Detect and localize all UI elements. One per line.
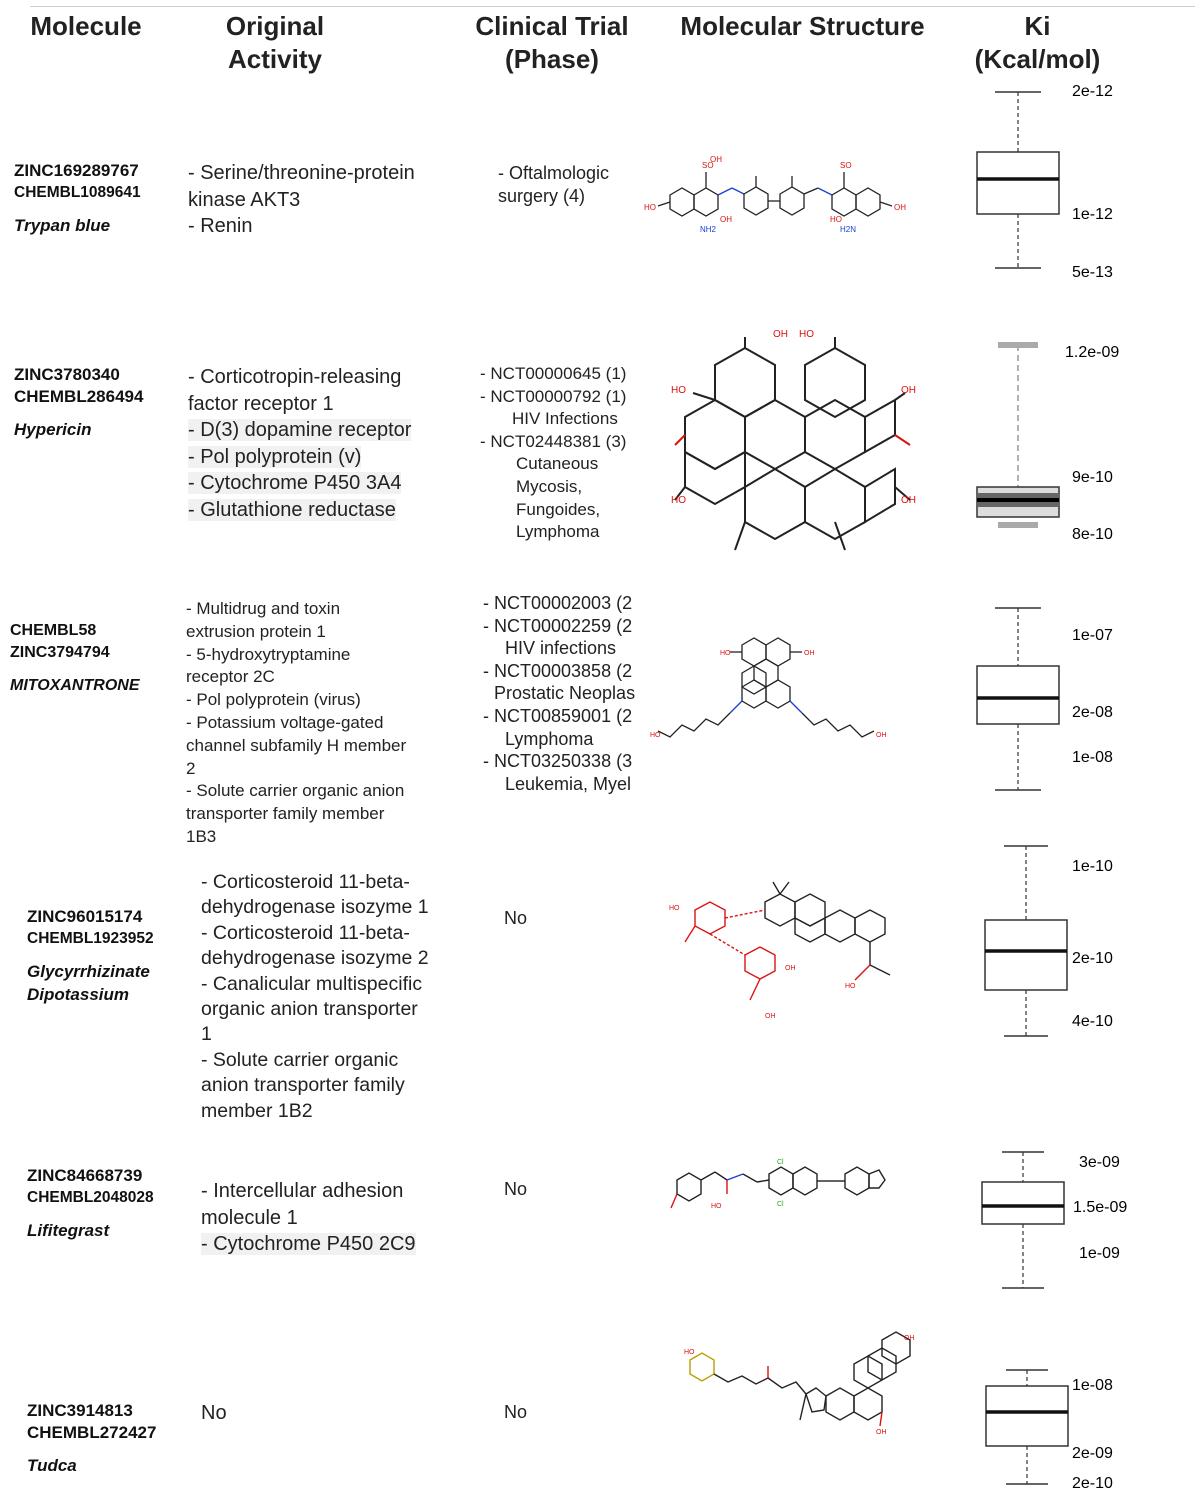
ki-label: 3e-09: [1079, 1154, 1120, 1171]
structure-lifitegrast: [665, 1150, 895, 1240]
trial-line: - NCT00003858 (2: [483, 660, 633, 681]
ki-label: 1e-09: [1079, 1245, 1120, 1262]
ki-label: 2e-12: [1072, 83, 1113, 100]
activity-line: organic anion transporter: [201, 998, 418, 1021]
ki-label: 1e-08: [1072, 1377, 1113, 1394]
molecule-name: MITOXANTRONE: [10, 677, 140, 694]
molecule-name: Lifitegrast: [27, 1221, 110, 1240]
trial-line: HIV Infections: [512, 409, 618, 429]
structure-label: OH: [876, 1429, 887, 1436]
trial-line: surgery (4): [498, 186, 586, 206]
header-ki: [960, 10, 1115, 76]
ki-label: 1e-08: [1072, 749, 1113, 766]
activity-line: [188, 497, 411, 524]
trial-line: Prostatic Neoplas: [494, 683, 636, 704]
ki-boxplot-trypan-blue: [960, 80, 1160, 290]
activity-line: dehydrogenase isozyme 1: [201, 896, 429, 919]
activity-cell-mitoxantrone: [186, 598, 406, 849]
activity-line: - Pol polyprotein (virus): [186, 690, 361, 710]
structure-label: HO: [669, 905, 680, 912]
structure-label: HO: [799, 329, 814, 340]
structure-label: HO: [845, 983, 856, 990]
header-structure-label: Molecular Structure: [680, 11, 925, 41]
activity-text: - Glutathione reductase: [188, 498, 396, 521]
molecule-name: Tudca: [27, 1456, 77, 1475]
trial-line: HIV infections: [505, 638, 617, 659]
activity-line: - Intercellular adhesion: [201, 1180, 404, 1202]
activity-text: - Cytochrome P450 3A4: [188, 472, 402, 494]
trial-cell-hypericin: [480, 363, 626, 544]
trial-line: Lymphoma: [505, 728, 594, 749]
activity-line: [201, 1231, 416, 1258]
activity-line: - Corticosteroid 11-beta-: [201, 921, 410, 944]
ki-boxplot-tudca: [960, 1360, 1160, 1500]
zinc-id: ZINC84668739: [27, 1166, 143, 1185]
activity-line: 1B3: [186, 826, 217, 846]
activity-line: - Solute carrier organic anion: [186, 781, 405, 801]
structure-glycyrrhizinate: [665, 870, 910, 1035]
structure-label: OH: [785, 965, 796, 972]
activity-line: [188, 417, 411, 444]
structure-label: Cl: [777, 1159, 784, 1166]
trial-line: - NCT02448381 (3): [480, 431, 627, 451]
svg-text:SO: SO: [702, 161, 714, 170]
header-trial-line1: Clinical Trial: [475, 11, 629, 41]
top-rule: [30, 6, 1195, 7]
molecule-name: Trypan blue: [14, 216, 111, 235]
trial-line: - NCT03250338 (3: [483, 751, 633, 772]
trial-line: Mycosis,: [516, 476, 583, 496]
activity-line: extrusion protein 1: [186, 621, 326, 641]
ki-label: 4e-10: [1072, 1013, 1113, 1030]
zinc-id: ZINC96015174: [27, 907, 143, 926]
trial-line: Cutaneous: [516, 454, 599, 474]
header-molecule-label: Molecule: [30, 11, 142, 41]
activity-line: [188, 444, 411, 471]
activity-line: receptor 2C: [186, 667, 275, 687]
zinc-id: ZINC3914813: [27, 1401, 133, 1420]
structure-label: OH: [904, 1335, 915, 1342]
trial-cell-lifitegrast: [504, 1178, 527, 1201]
activity-line: member 1B2: [201, 1099, 313, 1122]
activity-cell-glycyrrhizinate: [201, 870, 429, 1124]
molecule-name: Hypericin: [14, 420, 92, 439]
trial-cell-trypan-blue: [498, 162, 609, 208]
molecule-name-line2: Dipotassium: [27, 985, 130, 1004]
chembl-id: CHEMBL286494: [14, 387, 144, 406]
trial-cell-mitoxantrone: [483, 592, 641, 795]
structure-label: HO: [650, 732, 661, 739]
trial-line: - Oftalmologic: [498, 163, 610, 183]
chembl-id: CHEMBL2048028: [27, 1189, 154, 1206]
activity-cell-lifitegrast: [201, 1178, 416, 1258]
structure-label: HO: [830, 215, 842, 224]
trial-line: Lymphoma: [516, 522, 600, 542]
activity-text: - Pol polyprotein (v): [188, 445, 362, 468]
chembl-id: CHEMBL1923952: [27, 930, 154, 947]
molecule-cell-hypericin: [14, 364, 143, 441]
molecule-cell-glycyrrhizinate: [27, 906, 154, 1006]
molecule-name-line1: Glycyrrhizinate: [27, 962, 150, 981]
activity-line: - Serine/threonine-protein: [188, 162, 415, 184]
activity-text: - Cytochrome P450 2C9: [201, 1233, 416, 1255]
activity-line: - Canalicular multispecific: [201, 972, 423, 995]
structure-tudca: [680, 1330, 920, 1465]
trial-line: - NCT00859001 (2: [483, 705, 633, 726]
header-clinical-trial: [462, 10, 642, 76]
activity-line: [188, 470, 411, 497]
ki-boxplot-hypericin: [960, 335, 1160, 545]
structure-label: HO: [684, 1349, 695, 1356]
svg-text:OH: OH: [894, 203, 906, 212]
structure-label: HO: [711, 1203, 722, 1210]
trial-line: No: [504, 1402, 528, 1422]
chembl-id: CHEMBL58: [10, 622, 97, 639]
zinc-id: ZINC3780340: [14, 365, 120, 384]
activity-cell-tudca: [201, 1400, 227, 1427]
trial-line: Fungoides,: [516, 499, 601, 519]
structure-label: OH: [804, 650, 815, 657]
ki-boxplot-lifitegrast: [960, 1142, 1160, 1302]
activity-line: - Solute carrier organic: [201, 1048, 399, 1071]
trial-line: - NCT00000792 (1): [480, 386, 627, 406]
ki-label: 1.5e-09: [1073, 1199, 1128, 1216]
ki-label: 5e-13: [1072, 264, 1113, 281]
trial-line: No: [504, 908, 528, 928]
trial-line: - NCT00000645 (1): [480, 364, 627, 383]
molecule-cell-tudca: [27, 1400, 156, 1477]
trial-line: No: [504, 1179, 528, 1199]
ki-label: 1e-07: [1072, 627, 1113, 644]
structure-mitoxantrone: [650, 625, 900, 775]
trial-line: - NCT00002003 (2: [483, 593, 633, 613]
structure-trypan-blue: [640, 150, 925, 240]
header-molecule: [26, 10, 146, 43]
structure-label: OH: [901, 385, 916, 396]
ki-label: 2e-10: [1072, 950, 1113, 967]
molecule-cell-mitoxantrone: [10, 620, 139, 697]
header-activity-line2: Activity: [228, 44, 322, 74]
structure-label: OH: [876, 732, 887, 739]
activity-line: - Corticotropin-releasing: [188, 366, 402, 388]
ki-label: 1e-12: [1072, 206, 1113, 223]
ki-label: 9e-10: [1072, 469, 1113, 486]
trial-cell-glycyrrhizinate: [504, 907, 527, 930]
structure-label: OH: [765, 1013, 776, 1020]
structure-label: OH: [901, 495, 916, 506]
zinc-id: ZINC3794794: [10, 644, 110, 661]
header-activity-line1: Original: [225, 11, 325, 41]
header-ki-line2: (Kcal/mol): [974, 44, 1101, 74]
activity-line: kinase AKT3: [188, 188, 301, 211]
trial-line: - NCT00002259 (2: [483, 615, 633, 636]
ki-label: 1.2e-09: [1065, 344, 1120, 361]
molecule-cell-trypan-blue: [14, 160, 141, 237]
structure-label: OH: [773, 329, 788, 340]
zinc-id: ZINC169289767: [14, 161, 139, 180]
activity-line: molecule 1: [201, 1206, 298, 1229]
chembl-id: CHEMBL1089641: [14, 184, 141, 201]
activity-line: - Corticosteroid 11-beta-: [201, 871, 410, 893]
ki-label: 2e-09: [1072, 1445, 1113, 1462]
structure-label: HO: [671, 495, 686, 506]
ki-label: 2e-10: [1072, 1475, 1113, 1492]
header-original-activity: [205, 10, 345, 76]
structure-label: NH2: [700, 225, 717, 234]
activity-line: - Potassium voltage-gated: [186, 712, 384, 732]
activity-line: - 5-hydroxytryptamine: [186, 644, 351, 664]
activity-line: No: [201, 1402, 227, 1424]
header-ki-line1: Ki: [1024, 11, 1051, 41]
activity-line: transporter family member: [186, 804, 385, 824]
activity-cell-trypan-blue: [188, 160, 415, 240]
trial-cell-tudca: [504, 1401, 527, 1424]
ki-label: 2e-08: [1072, 704, 1113, 721]
structure-label: H2N: [840, 225, 857, 234]
activity-line: channel subfamily H member: [186, 735, 407, 755]
activity-line: dehydrogenase isozyme 2: [201, 947, 429, 970]
activity-line: factor receptor 1: [188, 392, 334, 415]
structure-label: Cl: [777, 1201, 784, 1208]
structure-label: OH: [720, 215, 732, 224]
activity-line: 2: [186, 758, 196, 778]
activity-cell-hypericin: [188, 364, 411, 523]
chembl-id: CHEMBL272427: [27, 1423, 157, 1442]
activity-line: 1: [201, 1023, 212, 1046]
ki-boxplot-glycyrrhizinate: [960, 836, 1160, 1046]
activity-line: anion transporter family: [201, 1074, 405, 1097]
structure-label: OH: [710, 155, 722, 164]
structure-hypericin: [665, 325, 925, 560]
ki-label: 1e-10: [1072, 858, 1113, 875]
activity-line: - Multidrug and toxin: [186, 599, 341, 618]
activity-line: - Renin: [188, 215, 253, 237]
activity-text: - D(3) dopamine receptor: [188, 419, 412, 441]
trial-line: Leukemia, Myel: [505, 773, 632, 794]
header-molecular-structure: [665, 10, 940, 43]
ki-label: 8e-10: [1072, 526, 1113, 543]
structure-label: HO: [720, 650, 731, 657]
svg-text:HO: HO: [644, 203, 656, 212]
molecule-cell-lifitegrast: [27, 1165, 154, 1242]
svg-text:SO: SO: [840, 161, 852, 170]
ki-boxplot-mitoxantrone: [960, 596, 1160, 806]
structure-label: HO: [671, 385, 686, 396]
header-trial-line2: (Phase): [505, 44, 599, 74]
